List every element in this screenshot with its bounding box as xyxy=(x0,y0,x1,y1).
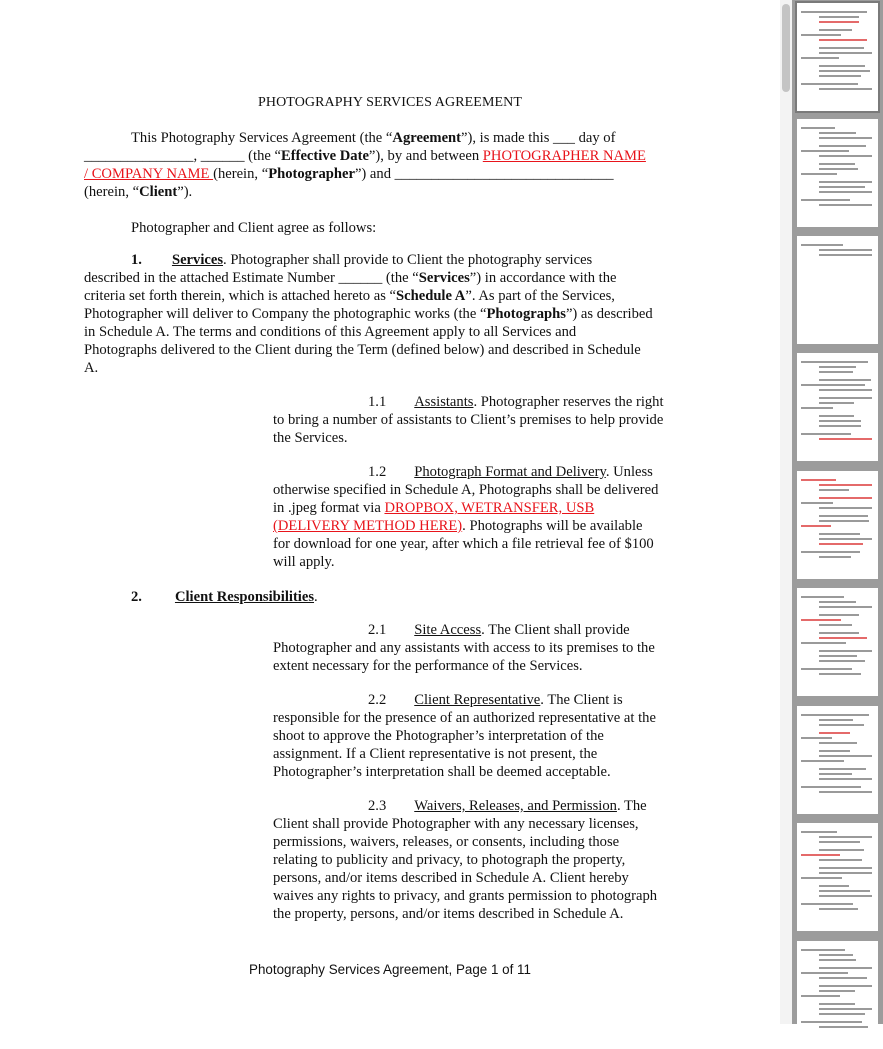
thumbnail-text-line xyxy=(819,750,850,752)
thumbnail-text-line xyxy=(819,497,872,499)
intro-line-1: This Photography Services Agreement (the “Agreement”), is made this ___ day of xyxy=(131,130,616,146)
thumbnail-text-line xyxy=(819,137,872,139)
thumbnail-text-line xyxy=(819,768,866,770)
thumbnail-text-line xyxy=(819,520,869,522)
subsection-2-3-line-2: Client shall provide Photographer with any necessary licenses, xyxy=(273,816,639,832)
thumbnail-text-line xyxy=(819,885,849,887)
thumbnail-text-line xyxy=(819,778,872,780)
page-thumbnail[interactable] xyxy=(797,3,878,111)
page-thumbnail[interactable] xyxy=(797,588,878,696)
thumbnail-text-line xyxy=(819,624,852,626)
thumbnail-text-line xyxy=(819,859,862,861)
thumbnail-text-line xyxy=(819,371,853,373)
thumbnail-text-line xyxy=(801,877,842,879)
subsection-2-2-line-1: 2.2 Client Representative. The Client is xyxy=(368,692,623,708)
thumbnail-text-line xyxy=(819,21,859,23)
thumbnail-text-line xyxy=(819,791,872,793)
thumbnail-text-line xyxy=(801,525,831,527)
thumbnail-text-line xyxy=(819,420,861,422)
thumbnail-text-line xyxy=(801,127,835,129)
thumbnail-text-line xyxy=(801,949,845,951)
thumbnail-text-line xyxy=(801,972,848,974)
section-1-line-3: criteria set forth therein, which is attached hereto as “Schedule A”. As part of the Services, xyxy=(84,288,615,304)
thumbnail-text-line xyxy=(801,34,841,36)
thumbnail-text-line xyxy=(819,908,858,910)
section-1-line-6: Photographs delivered to the Client during the Term (defined below) and described in Schedule xyxy=(84,342,641,358)
subsection-1-2-line-1: 1.2 Photograph Format and Delivery. Unless xyxy=(368,464,653,480)
subsection-1-2-line-5: for download for one year, after which a file retrieval fee of $100 xyxy=(273,536,654,552)
thumbnail-text-line xyxy=(801,760,844,762)
subsection-1-1-line-1: 1.1 Assistants. Photographer reserves the right xyxy=(368,394,664,410)
subsection-1-2-line-2: otherwise specified in Schedule A, Photographs shall be delivered xyxy=(273,482,659,498)
thumbnail-text-line xyxy=(819,773,852,775)
thumbnail-text-line xyxy=(819,191,872,193)
thumbnail-text-line xyxy=(819,389,872,391)
thumbnail-text-line xyxy=(819,732,850,734)
thumbnail-text-line xyxy=(801,1021,862,1023)
thumbnail-text-line xyxy=(819,1008,872,1010)
intro-line-2: _______________, ______ (the “Effective Date”), by and between PHOTOGRAPHER NAME xyxy=(84,148,646,164)
subsection-2-1-line-1: 2.1 Site Access. The Client shall provide xyxy=(368,622,630,638)
section-1-line-2: described in the attached Estimate Number ______ (the “Services”) in accordance with the xyxy=(84,270,617,286)
thumbnail-text-line xyxy=(819,637,867,639)
thumbnail-text-line xyxy=(801,668,852,670)
thumbnail-text-line xyxy=(801,995,840,997)
thumbnail-text-line xyxy=(819,606,872,608)
thumbnail-text-line xyxy=(801,361,868,363)
thumbnail-text-line xyxy=(819,655,857,657)
thumbnail-text-line xyxy=(819,990,855,992)
scrollbar-thumb[interactable] xyxy=(782,4,790,92)
photographer-name-placeholder: PHOTOGRAPHER NAME xyxy=(482,148,646,164)
thumbnail-text-line xyxy=(819,204,872,206)
thumbnail-text-line xyxy=(819,742,857,744)
thumbnail-text-line xyxy=(819,977,867,979)
thumbnail-text-line xyxy=(801,903,853,905)
subsection-2-1-heading: Site Access xyxy=(414,622,482,638)
thumbnail-text-line xyxy=(801,619,841,621)
section-1-line-7: A. xyxy=(84,360,99,376)
thumbnail-text-line xyxy=(819,39,867,41)
section-2-number: 2. xyxy=(131,589,142,605)
subsection-2-2-line-4: assignment. If a Client representative is not present, the xyxy=(273,746,598,762)
thumbnail-text-line xyxy=(801,737,832,739)
thumbnail-text-line xyxy=(819,660,865,662)
thumbnail-text-line xyxy=(819,1013,865,1015)
thumbnail-text-line xyxy=(819,16,859,18)
subsection-1-2-heading: Photograph Format and Delivery xyxy=(414,464,606,480)
subsection-1-2-line-4: (DELIVERY METHOD HERE). Photographs will be available xyxy=(273,518,643,534)
section-1-line-5: in Schedule A. The terms and conditions of this Agreement apply to all Services and xyxy=(84,324,577,340)
thumbnail-text-line xyxy=(819,484,872,486)
subsection-2-3-line-5: persons, and/or items described in Schedule A. Client hereby xyxy=(273,870,629,886)
document-title: PHOTOGRAPHY SERVICES AGREEMENT xyxy=(257,95,523,110)
subsection-2-3-line-7: the property, persons, and/or items described in Schedule A. xyxy=(273,906,624,922)
subsection-2-1-line-2: Photographer and any assistants with access to its premises to the xyxy=(273,640,655,656)
subsection-2-2-line-2: responsible for the presence of an authorized representative at the xyxy=(273,710,656,726)
thumbnail-text-line xyxy=(819,985,872,987)
subsection-2-3-heading: Waivers, Releases, and Permission xyxy=(414,798,617,814)
thumbnail-text-line xyxy=(819,954,853,956)
subsection-2-2-heading: Client Representative xyxy=(414,692,541,708)
thumbnail-text-line xyxy=(819,397,872,399)
thumbnail-text-line xyxy=(819,895,872,897)
thumbnail-text-line xyxy=(801,83,858,85)
thumbnail-text-line xyxy=(819,849,864,851)
thumbnail-text-line xyxy=(819,70,870,72)
subsection-2-1-line-3: extent necessary for the performance of the Services. xyxy=(273,658,583,674)
thumbnail-text-line xyxy=(819,959,856,961)
thumbnail-text-line xyxy=(801,11,867,13)
thumbnail-text-line xyxy=(819,132,856,134)
thumbnail-text-line xyxy=(819,724,864,726)
thumbnail-text-line xyxy=(819,29,852,31)
subsection-1-2-line-3: in .jpeg format via DROPBOX, WETRANSFER, USB xyxy=(273,500,595,516)
thumbnail-text-line xyxy=(819,379,871,381)
thumbnail-text-line xyxy=(819,181,872,183)
subsection-1-1-line-3: the Services. xyxy=(273,430,348,446)
thumbnail-text-line xyxy=(819,632,859,634)
thumbnail-text-line xyxy=(819,890,870,892)
thumbnail-text-line xyxy=(819,755,872,757)
subsection-2-3-line-1: 2.3 Waivers, Releases, and Permission. The xyxy=(368,798,647,814)
page-thumbnail[interactable] xyxy=(797,823,878,931)
thumbnail-text-line xyxy=(819,249,872,251)
thumbnail-text-line xyxy=(801,150,849,152)
thumbnail-text-line xyxy=(819,515,868,517)
page-thumbnail[interactable] xyxy=(797,471,878,579)
thumbnail-text-line xyxy=(801,384,865,386)
delivery-method-placeholder: DROPBOX, WETRANSFER, USB xyxy=(384,500,595,516)
thumbnail-text-line xyxy=(819,507,872,509)
thumbnail-text-line xyxy=(819,163,855,165)
thumbnail-text-line xyxy=(819,1003,855,1005)
thumbnail-text-line xyxy=(819,402,854,404)
thumbnail-text-line xyxy=(819,1026,868,1028)
subsection-2-3-line-3: permissions, waivers, releases, or consents, including those xyxy=(273,834,620,850)
thumbnail-text-line xyxy=(801,642,846,644)
section-1-number: 1. xyxy=(131,252,142,268)
thumbnail-text-line xyxy=(819,366,856,368)
intro-line-4: (herein, “Client”). xyxy=(84,184,193,200)
thumbnail-text-line xyxy=(801,502,833,504)
section-2-heading: Client Responsibilities xyxy=(174,589,315,605)
subsection-1-2-line-6: will apply. xyxy=(273,554,335,570)
thumbnail-text-line xyxy=(819,47,864,49)
section-1-line-1: 1. Services. Photographer shall provide to Client the photography services xyxy=(131,252,593,268)
thumbnail-text-line xyxy=(819,186,865,188)
thumbnail-text-line xyxy=(819,145,866,147)
thumbnail-text-line xyxy=(801,407,833,409)
thumbnail-text-line xyxy=(819,425,861,427)
thumbnail-text-line xyxy=(819,52,872,54)
thumbnail-text-line xyxy=(801,479,836,481)
thumbnail-text-line xyxy=(819,867,872,869)
thumbnail-text-line xyxy=(819,533,860,535)
thumbnail-text-line xyxy=(801,854,840,856)
page-thumbnail[interactable] xyxy=(797,706,878,814)
thumbnail-text-line xyxy=(819,415,854,417)
thumbnail-text-line xyxy=(819,836,872,838)
thumbnail-text-line xyxy=(819,168,858,170)
thumbnail-text-line xyxy=(801,199,850,201)
company-name-placeholder: / COMPANY NAME xyxy=(84,166,214,182)
subsection-2-3-line-4: relating to publicity and privacy, to photograph the property, xyxy=(273,852,626,868)
thumbnail-text-line xyxy=(801,831,837,833)
thumbnail-text-line xyxy=(819,543,863,545)
delivery-method-placeholder-2: (DELIVERY METHOD HERE) xyxy=(273,518,463,534)
thumbnail-text-line xyxy=(801,57,839,59)
thumbnail-text-line xyxy=(819,614,859,616)
agree-line: Photographer and Client agree as follows: xyxy=(131,220,377,236)
page-thumbnail[interactable] xyxy=(797,119,878,227)
thumbnail-text-line xyxy=(801,173,837,175)
page-thumbnail[interactable] xyxy=(797,236,878,344)
section-1-heading: Services xyxy=(171,252,224,268)
thumbnail-text-line xyxy=(819,538,872,540)
thumbnail-text-line xyxy=(819,254,872,256)
thumbnail-text-line xyxy=(819,438,872,440)
subsection-1-1-heading: Assistants xyxy=(414,394,474,410)
thumbnail-text-line xyxy=(819,719,853,721)
thumbnail-text-line xyxy=(819,841,860,843)
thumbnail-text-line xyxy=(801,596,844,598)
thumbnail-text-line xyxy=(819,556,851,558)
thumbnail-text-line xyxy=(819,601,856,603)
thumbnail-text-line xyxy=(819,673,861,675)
thumbnail-text-line xyxy=(819,872,872,874)
thumbnail-text-line xyxy=(819,155,872,157)
subsection-1-1-line-2: to bring a number of assistants to Client’s premises to help provide xyxy=(273,412,664,428)
thumbnail-text-line xyxy=(819,75,861,77)
subsection-2-2-line-3: shoot to approve the Photographer’s interpretation of the xyxy=(273,728,604,744)
thumbnail-text-line xyxy=(819,88,872,90)
subsection-2-3-line-6: waives any rights to privacy, and grants permission to photograph xyxy=(273,888,658,904)
section-1-line-4: Photographer will deliver to Company the photographic works (the “Photographs”) as described xyxy=(84,306,653,322)
thumbnail-text-line xyxy=(819,65,865,67)
subsection-2-2-line-5: Photographer’s interpretation shall be deemed acceptable. xyxy=(273,764,611,780)
thumbnail-text-line xyxy=(819,489,849,491)
page-thumbnail-sidebar xyxy=(792,0,883,1024)
vertical-scrollbar[interactable] xyxy=(780,0,792,1024)
page-thumbnail[interactable] xyxy=(797,941,878,1049)
thumbnail-text-line xyxy=(801,714,869,716)
thumbnail-text-line xyxy=(801,433,851,435)
page-footer: Photography Services Agreement, Page 1 of 11 xyxy=(249,962,531,977)
intro-line-3: / COMPANY NAME (herein, “Photographer”) and ______________________________ xyxy=(84,166,614,182)
thumbnail-text-line xyxy=(801,244,843,246)
thumbnail-text-line xyxy=(819,967,872,969)
thumbnail-text-line xyxy=(801,786,861,788)
thumbnail-text-line xyxy=(801,551,860,553)
thumbnail-text-line xyxy=(819,650,872,652)
page-thumbnail[interactable] xyxy=(797,353,878,461)
section-2-heading-line: 2. Client Responsibilities. xyxy=(131,589,318,605)
